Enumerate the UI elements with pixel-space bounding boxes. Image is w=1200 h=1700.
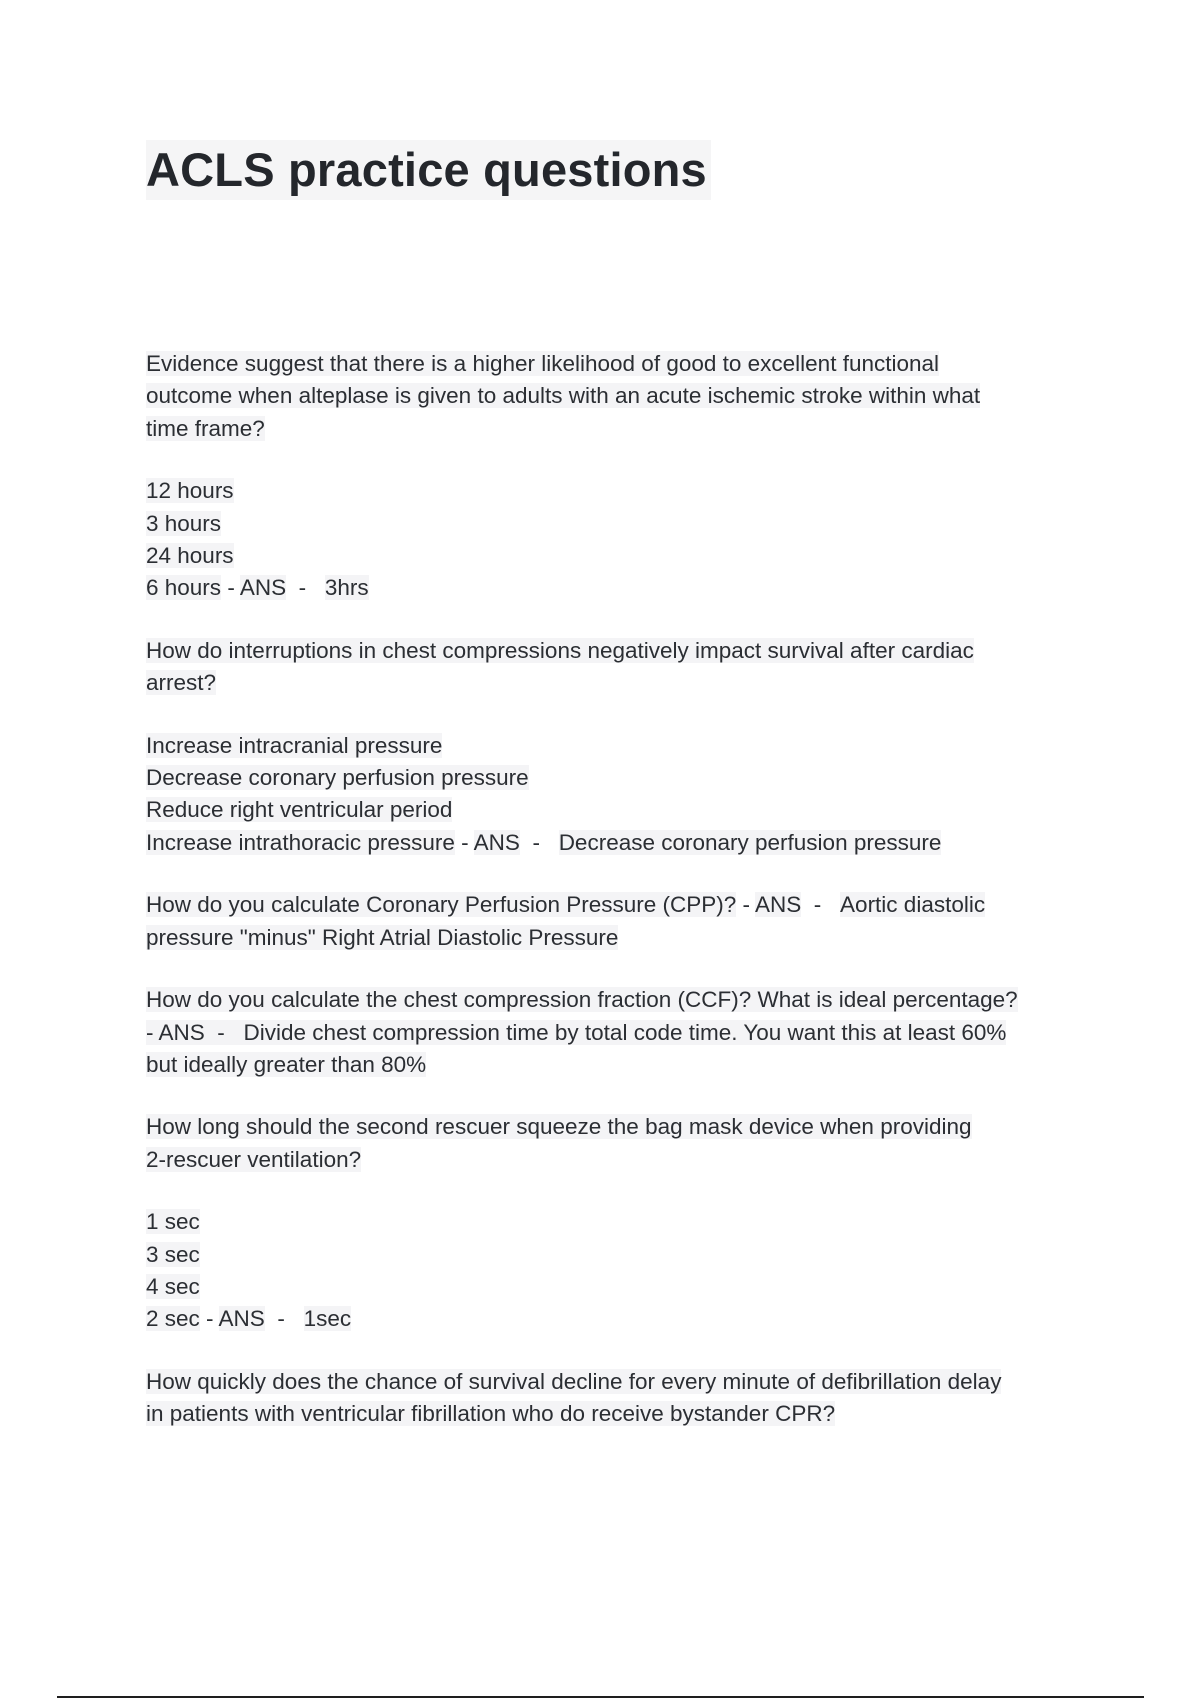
question-text bbox=[146, 635, 1096, 700]
page-title: ACLS practice questions bbox=[146, 140, 711, 200]
ans-label: ANS bbox=[239, 575, 287, 601]
footer-divider bbox=[57, 1696, 1144, 1698]
question-item bbox=[146, 635, 1096, 859]
answer-options bbox=[146, 730, 1096, 860]
answer-option: 3 hours bbox=[146, 510, 222, 536]
question-item bbox=[146, 889, 1096, 954]
question-line: Evidence suggest that there is a higher likelihood of good to excellent functional bbox=[146, 351, 940, 376]
question-line: How quickly does the chance of survival decline for every minute of defibrillation delay bbox=[146, 1368, 1002, 1394]
answer-option-with-answer: 2 sec - ANS - 1sec bbox=[146, 1306, 352, 1332]
answer-option-with-answer: 6 hours - ANS - 3hrs bbox=[146, 575, 369, 601]
answer-line: - ANS - Divide chest compression time by total code time. You want this at least 60% bbox=[146, 1019, 1007, 1045]
question-line: How do you calculate the chest compression fraction (CCF)? What is ideal percentage? bbox=[146, 987, 1018, 1013]
question-item bbox=[146, 348, 1096, 605]
question-line: 2-rescuer ventilation? bbox=[146, 1146, 362, 1172]
ans-label: ANS bbox=[473, 829, 520, 855]
question-list bbox=[146, 348, 1096, 1461]
correct-answer: 1sec bbox=[303, 1306, 352, 1332]
question-item bbox=[146, 1111, 1096, 1335]
answer-option: 24 hours bbox=[146, 543, 234, 569]
ans-label: ANS bbox=[218, 1306, 265, 1332]
question-line: How do you calculate Coronary Perfusion Pressure (CPP)? - ANS - Aortic diastolic bbox=[146, 892, 986, 918]
ans-label: ANS bbox=[755, 892, 802, 918]
correct-answer: Divide chest compression time by total code time. You want this at least 60% bbox=[243, 1019, 1007, 1045]
question-line: outcome when alteplase is given to adults with an acute ischemic stroke within what bbox=[146, 383, 981, 409]
document-header bbox=[146, 140, 1096, 200]
question-item bbox=[146, 1366, 1096, 1431]
answer-option-with-answer: Increase intrathoracic pressure - ANS - Decrease coronary perfusion pressure bbox=[146, 829, 942, 855]
question-line: in patients with ventricular fibrillation who do receive bystander CPR? bbox=[146, 1401, 836, 1427]
answer-option: 1 sec bbox=[146, 1209, 200, 1235]
answer-continuation: pressure "minus" Right Atrial Diastolic Pressure bbox=[146, 924, 619, 950]
answer-options bbox=[146, 1206, 1096, 1336]
question-item bbox=[146, 984, 1096, 1081]
correct-answer: Decrease coronary perfusion pressure bbox=[558, 829, 942, 855]
correct-answer: 3hrs bbox=[324, 575, 369, 601]
question-line: arrest? bbox=[146, 670, 217, 696]
answer-option: 4 sec bbox=[146, 1273, 200, 1299]
correct-answer: Aortic diastolic bbox=[840, 892, 986, 918]
answer-option: 3 sec bbox=[146, 1241, 200, 1267]
answer-option: Reduce right ventricular period bbox=[146, 797, 453, 823]
question-line: How do interruptions in chest compressions negatively impact survival after cardiac bbox=[146, 637, 974, 663]
question-line: How long should the second rescuer squeeze the bag mask device when providing bbox=[146, 1114, 972, 1140]
ans-label: ANS bbox=[158, 1019, 205, 1045]
answer-option: 12 hours bbox=[146, 478, 234, 504]
answer-option: Decrease coronary perfusion pressure bbox=[146, 765, 529, 791]
question-text bbox=[146, 1111, 1096, 1176]
answer-options bbox=[146, 475, 1096, 605]
answer-continuation: but ideally greater than 80% bbox=[146, 1051, 427, 1077]
question-line: time frame? bbox=[146, 415, 265, 441]
answer-option: Increase intracranial pressure bbox=[146, 732, 443, 758]
question-text bbox=[146, 348, 1096, 445]
